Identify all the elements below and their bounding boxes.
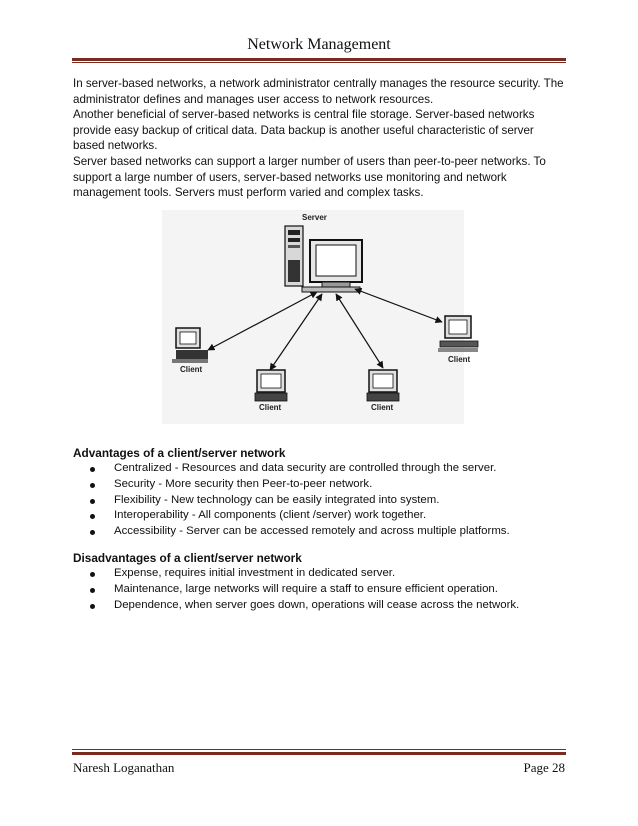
list-item: Centralized - Resources and data security are controlled through the server. (90, 461, 560, 477)
list-item: Interoperability - All components (client /server) work together. (90, 508, 560, 524)
list-item: Dependence, when server goes down, operations will cease across the network. (90, 598, 560, 614)
text-line: provide easy backup of critical data. Data backup is another useful characteristic of server (73, 123, 534, 137)
client-computer-icon (367, 370, 399, 401)
text-line: Another beneficial of server-based networks is central file storage. Server-based networks (73, 108, 535, 122)
list-item: Accessibility - Server can be accessed remotely and across multiple platforms. (90, 524, 560, 540)
header-rule-thin (72, 62, 566, 63)
footer-rule-thin (72, 749, 566, 750)
advantages-list (90, 461, 560, 540)
list-item: Flexibility - New technology can be easily integrated into system. (90, 493, 560, 509)
client-computer-icon (255, 370, 287, 401)
list-item: Expense, requires initial investment in dedicated server. (90, 566, 560, 582)
server-label: Server (302, 213, 327, 222)
client-label: Client (259, 403, 282, 412)
intro-paragraph-1 (73, 76, 565, 154)
client-label: Client (371, 403, 394, 412)
text-line: In server-based networks, a network administrator centrally manages the resource security. The (73, 77, 564, 90)
client-label: Client (180, 365, 203, 374)
footer-author: Naresh Loganathan (73, 760, 175, 775)
network-diagram (162, 210, 471, 424)
text-line: based networks. (73, 139, 158, 153)
text-line: management tools. Servers must perform varied and complex tasks. (73, 186, 424, 200)
server-tower-icon (285, 226, 303, 286)
footer-rule (72, 752, 566, 755)
text-line: Server based networks can support a larger number of users than peer-to-peer networks. To (73, 155, 546, 168)
list-item: Maintenance, large networks will require a staff to ensure efficient operation. (90, 582, 560, 598)
text-line: administrator defines and manages user access to network resources. (73, 92, 434, 106)
advantages-heading: Advantages of a client/server network (73, 446, 286, 460)
disadvantages-list (90, 566, 560, 613)
intro-paragraph-2 (73, 154, 565, 201)
footer-page-number: Page 28 (523, 760, 565, 775)
page-header-title: Network Management (247, 36, 391, 53)
disadvantages-heading: Disadvantages of a client/server network (73, 551, 302, 565)
list-item: Security - More security then Peer-to-peer network. (90, 477, 560, 493)
header-rule (72, 58, 566, 61)
client-label: Client (448, 355, 471, 364)
text-line: support a large number of users, server-based networks use monitoring and network (73, 170, 507, 184)
